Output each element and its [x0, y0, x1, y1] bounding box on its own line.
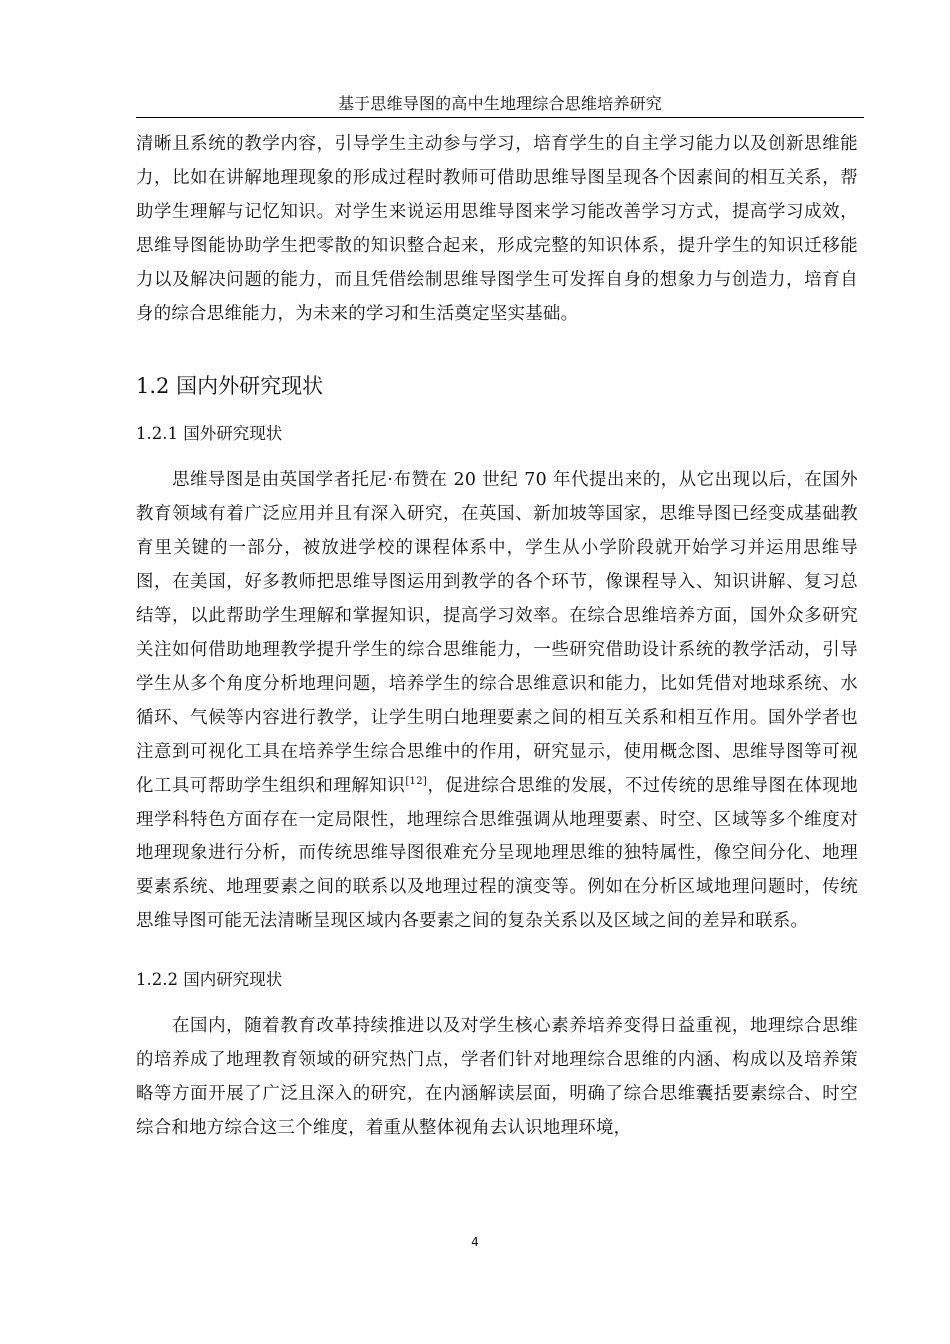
citation-marker: [12] [405, 775, 428, 787]
subsection-heading-domestic: 1.2.2 国内研究现状 [136, 970, 283, 990]
subsection-heading-foreign: 1.2.1 国外研究现状 [136, 424, 283, 444]
section-heading: 1.2 国内外研究现状 [136, 374, 324, 399]
paragraph-foreign-research-part2: ，促进综合思维的发展，不过传统的思维导图在体现地理学科特色方面存在一定局限性，地理综合思维强调从地理要素、时空、区域等多个维度对地理现象进行分析，而传统思维导图很难充分呈现地理思维的独特属性，像空间分化、地理要素系统、地理要素之间的联系以及地理过程的演变等。例如在分析区域地理问题时，传统思维导图可能无法清晰呈现区域内各要素之间的复杂关系以及区域之间的差异和联系。 [136, 775, 858, 932]
paragraph-foreign-research [136, 464, 858, 939]
page-number: 4 [471, 1235, 479, 1249]
running-header: 基于思维导图的高中生地理综合思维培养研究 [337, 94, 662, 113]
page-content [136, 128, 858, 1146]
header-rule [136, 117, 864, 118]
paragraph-foreign-research-part1: 思维导图是由英国学者托尼·布赞在 20 世纪 70 年代提出来的，从它出现以后，在国外教育领域有着广泛应用并且有深入研究，在英国、新加坡等国家，思维导图已经变成基础教育里关键的一部分，被放进学校的课程体系中，学生从小学阶段就开始学习并运用思维导图，在美国，好多教师把思维导图运用到教学的各个环节，像课程导入、知识讲解、复习总结等，以此帮助学生理解和掌握知识，提高学习效率。在综合思维培养方面，国外众多研究关注如何借助地理教学提升学生的综合思维能力，一些研究借助设计系统的教学活动，引导学生从多个角度分析地理问题，培养学生的综合思维意识和能力，比如凭借对地球系统、水循环、气候等内容进行教学，让学生明白地理要素之间的相互关系和相互作用。国外学者也注意到可视化工具在培养学生综合思维中的作用，研究显示，使用概念图、思维导图等可视化工具可帮助学生组织和理解知识 [136, 470, 858, 796]
paragraph-intro: 清晰且系统的教学内容，引导学生主动参与学习，培育学生的自主学习能力以及创新思维能力，比如在讲解地理现象的形成过程时教师可借助思维导图呈现各个因素间的相互关系，帮助学生理解与记忆知识。对学生来说运用思维导图来学习能改善学习方式，提高学习成效，思维导图能协助学生把零散的知识整合起来，形成完整的知识体系，提升学生的知识迁移能力以及解决问题的能力，而且凭借绘制思维导图学生可发挥自身的想象力与创造力，培育自身的综合思维能力，为未来的学习和生活奠定坚实基础。 [136, 134, 858, 324]
paragraph-domestic-research: 在国内，随着教育改革持续推进以及对学生核心素养培养变得日益重视，地理综合思维的培养成了地理教育领域的研究热门点，学者们针对地理综合思维的内涵、构成以及培养策略等方面开展了广泛且深入的研究，在内涵解读层面，明确了综合思维囊括要素综合、时空综合和地方综合这三个维度，着重从整体视角去认识地理环境， [136, 1016, 858, 1138]
